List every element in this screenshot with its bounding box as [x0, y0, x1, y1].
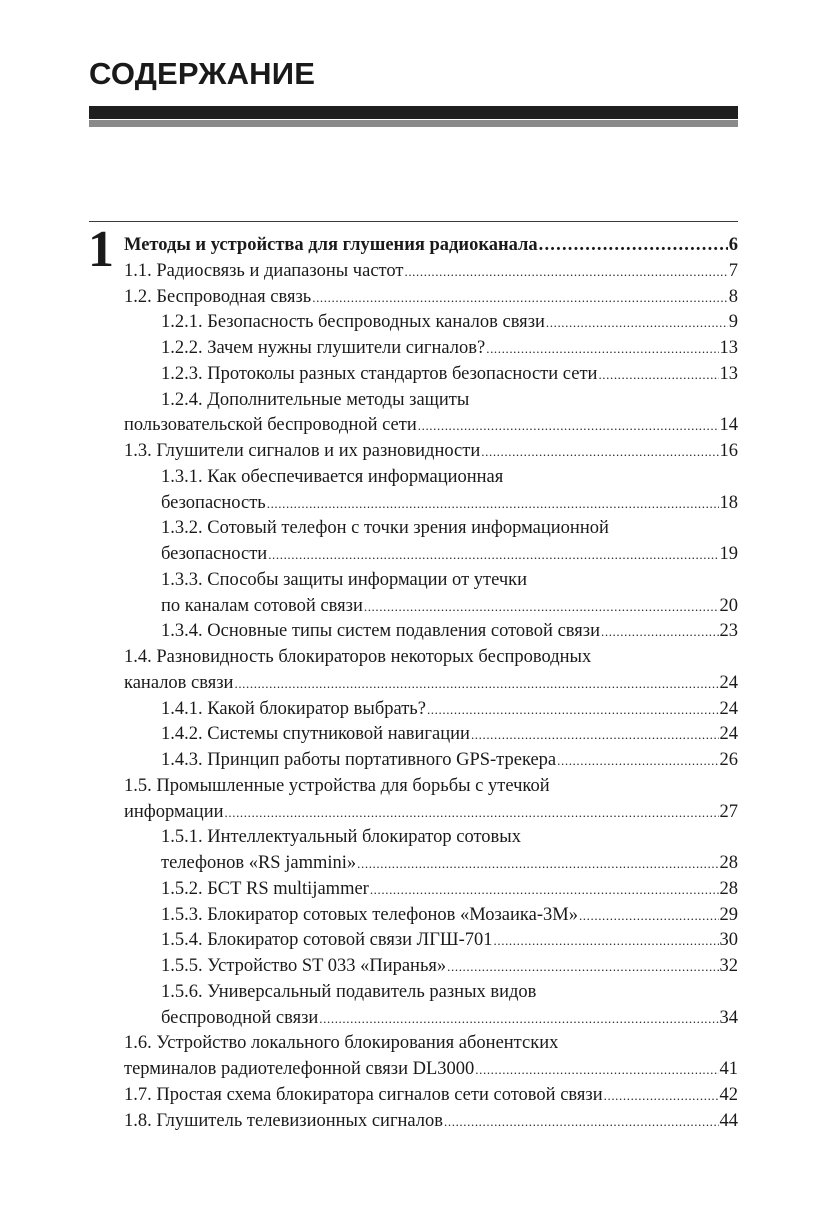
title-underline-dark: [89, 106, 738, 119]
toc-leader-dots: [447, 954, 718, 980]
table-of-contents: [124, 233, 738, 1134]
toc-entry: [124, 619, 738, 645]
toc-page-number: 28: [719, 853, 738, 873]
toc-entry: [124, 491, 738, 517]
toc-entry-title: телефонов «RS jammini»: [161, 853, 357, 873]
toc-leader-dots: [444, 1109, 718, 1135]
toc-entry-title: 1.5.2. БСТ RS multijammer: [161, 878, 369, 899]
toc-leader-dots: [557, 748, 718, 774]
toc-entry-title: 1.7. Простая схема блокиратора сигналов сети сотовой связи: [124, 1084, 603, 1105]
toc-page-number: 29: [719, 904, 738, 925]
toc-page-number: 16: [719, 441, 738, 461]
toc-entry: [124, 259, 738, 285]
toc-page-number: 9: [728, 312, 738, 333]
toc-entry-title: 1.4.2. Системы спутниковой навигации: [161, 724, 470, 745]
toc-entry: [124, 1083, 738, 1109]
toc-page-number: 41: [719, 1059, 738, 1079]
toc-entry-title: 1.4. Разновидность блокираторов некоторых беспроводных: [124, 647, 592, 667]
toc-entry-title: Методы и устройства для глушения радиоканала: [124, 235, 538, 255]
title-underline-grey: [89, 120, 738, 127]
toc-entry: [124, 928, 738, 954]
toc-leader-dots: [418, 413, 719, 439]
toc-entry: [124, 825, 738, 851]
toc-page-number: 13: [719, 363, 738, 384]
toc-page-number: 42: [719, 1084, 738, 1105]
toc-entry-title: беспроводной связи: [161, 1007, 319, 1028]
page-title: СОДЕРЖАНИЕ: [89, 56, 316, 91]
toc-entry-title: 1.5.3. Блокиратор сотовых телефонов «Мозаика-3М»: [161, 904, 578, 925]
toc-entry: [124, 697, 738, 723]
toc-leader-dots: [486, 336, 718, 362]
toc-page-number: 44: [719, 1110, 738, 1131]
toc-leader-dots: [471, 722, 719, 748]
toc-page-number: 6: [728, 235, 738, 255]
toc-entry: [124, 645, 738, 671]
toc-entry: [124, 877, 738, 903]
toc-entry: [124, 465, 738, 491]
toc-page-number: 19: [719, 544, 738, 564]
toc-leader-dots: [357, 851, 718, 877]
toc-page-number: 24: [719, 672, 738, 693]
toc-leader-dots: [267, 491, 719, 517]
toc-leader-dots: [312, 285, 728, 311]
toc-leader-dots: [319, 1006, 718, 1032]
toc-entry-title: 1.2.3. Протоколы разных стандартов безопасности сети: [161, 363, 598, 384]
toc-leader-dots: [546, 310, 728, 336]
toc-page-number: 23: [719, 621, 738, 642]
toc-page-number: 7: [728, 260, 738, 281]
toc-page-number: 30: [719, 930, 738, 951]
toc-leader-dots: [598, 362, 718, 388]
toc-entry-title: 1.5. Промышленные устройства для борьбы с утечкой: [124, 775, 550, 796]
toc-entry: [124, 774, 738, 800]
toc-entry-title: 1.8. Глушитель телевизионных сигналов: [124, 1110, 444, 1131]
toc-entry: [124, 542, 738, 568]
toc-page-number: 24: [719, 698, 738, 719]
toc-entry: [124, 285, 738, 311]
toc-entry-title: 1.2.1. Безопасность беспроводных каналов связи: [161, 312, 545, 333]
toc-entry: [124, 748, 738, 774]
toc-entry: [124, 413, 738, 439]
toc-entry: [124, 388, 738, 414]
toc-entry: [124, 851, 738, 877]
toc-entry: [124, 800, 738, 826]
chapter-number: 1: [88, 221, 114, 278]
toc-leader-dots: [475, 1057, 718, 1083]
toc-entry-title: 1.3. Глушители сигналов и их разновидности: [124, 441, 481, 461]
toc-leader-dots: [539, 233, 728, 259]
toc-entry-title: 1.3.2. Сотовый телефон с точки зрения информационной: [161, 518, 609, 539]
toc-entry-title: 1.2.4. Дополнительные методы защиты: [161, 389, 470, 410]
toc-entry-title: по каналам сотовой связи: [161, 595, 363, 616]
toc-entry-title: пользовательской беспроводной сети: [124, 415, 417, 436]
toc-leader-dots: [579, 903, 719, 929]
toc-leader-dots: [604, 1083, 719, 1109]
toc-entry-title: безопасность: [161, 492, 266, 513]
toc-entry: [124, 903, 738, 929]
toc-page-number: 26: [719, 750, 738, 770]
toc-entry: [124, 310, 738, 336]
toc-leader-dots: [268, 542, 718, 568]
toc-entry-title: 1.4.3. Принцип работы портативного GPS-трекера: [161, 750, 557, 770]
toc-page-number: 24: [719, 724, 738, 745]
toc-entry-title: каналов связи: [124, 672, 234, 693]
toc-entry-title: 1.5.4. Блокиратор сотовой связи ЛГШ-701: [161, 930, 493, 951]
toc-page-number: 13: [719, 338, 738, 358]
toc-entry: [124, 336, 738, 362]
toc-entry-title: 1.3.3. Способы защиты информации от утечки: [161, 569, 528, 590]
toc-leader-dots: [427, 697, 719, 723]
toc-entry: [124, 671, 738, 697]
toc-entry-title: 1.1. Радиосвязь и диапазоны частот: [124, 260, 404, 281]
toc-leader-dots: [601, 619, 719, 645]
toc-leader-dots: [404, 259, 727, 285]
toc-entry-title: 1.2.2. Зачем нужны глушители сигналов?: [161, 338, 486, 358]
toc-entry: [124, 594, 738, 620]
toc-entry: [124, 439, 738, 465]
toc-leader-dots: [225, 800, 719, 826]
toc-leader-dots: [494, 928, 719, 954]
toc-entry-title: 1.5.5. Устройство ST 033 «Пиранья»: [161, 956, 447, 976]
toc-entry-title: 1.3.4. Основные типы систем подавления сотовой связи: [161, 621, 600, 642]
toc-entry-title: 1.5.6. Универсальный подавитель разных видов: [161, 981, 537, 1002]
toc-page-number: 34: [719, 1007, 738, 1028]
toc-entry: [124, 980, 738, 1006]
toc-entry-title: терминалов радиотелефонной связи DL3000: [124, 1059, 475, 1079]
toc-page-number: 27: [719, 801, 738, 822]
toc-entry: [124, 1109, 738, 1135]
toc-entry-title: 1.3.1. Как обеспечивается информационная: [161, 466, 504, 487]
toc-page-number: 20: [719, 595, 738, 616]
toc-leader-dots: [370, 877, 719, 903]
toc-page-number: 8: [728, 286, 738, 307]
toc-leader-dots: [234, 671, 718, 697]
toc-entry: [124, 1057, 738, 1083]
toc-entry: [124, 516, 738, 542]
toc-entry-title: безопасности: [161, 544, 268, 564]
toc-entry-title: 1.2. Беспроводная связь: [124, 286, 312, 307]
toc-entry-title: 1.4.1. Какой блокиратор выбрать?: [161, 698, 426, 719]
toc-page-number: 28: [719, 878, 738, 899]
toc-page-number: 32: [719, 956, 738, 976]
toc-leader-dots: [481, 439, 718, 465]
toc-entry: [124, 1031, 738, 1057]
toc-entry: [124, 233, 738, 259]
toc-entry-title: информации: [124, 801, 224, 822]
toc-leader-dots: [364, 594, 719, 620]
toc-page-number: 14: [719, 415, 738, 436]
toc-entry: [124, 722, 738, 748]
toc-entry: [124, 362, 738, 388]
toc-entry-title: 1.6. Устройство локального блокирования абонентских: [124, 1033, 559, 1054]
toc-page-number: 18: [719, 492, 738, 513]
toc-entry: [124, 954, 738, 980]
toc-entry: [124, 1006, 738, 1032]
chapter-divider: [89, 221, 738, 222]
toc-entry: [124, 568, 738, 594]
toc-entry-title: 1.5.1. Интеллектуальный блокиратор сотовых: [161, 827, 521, 848]
